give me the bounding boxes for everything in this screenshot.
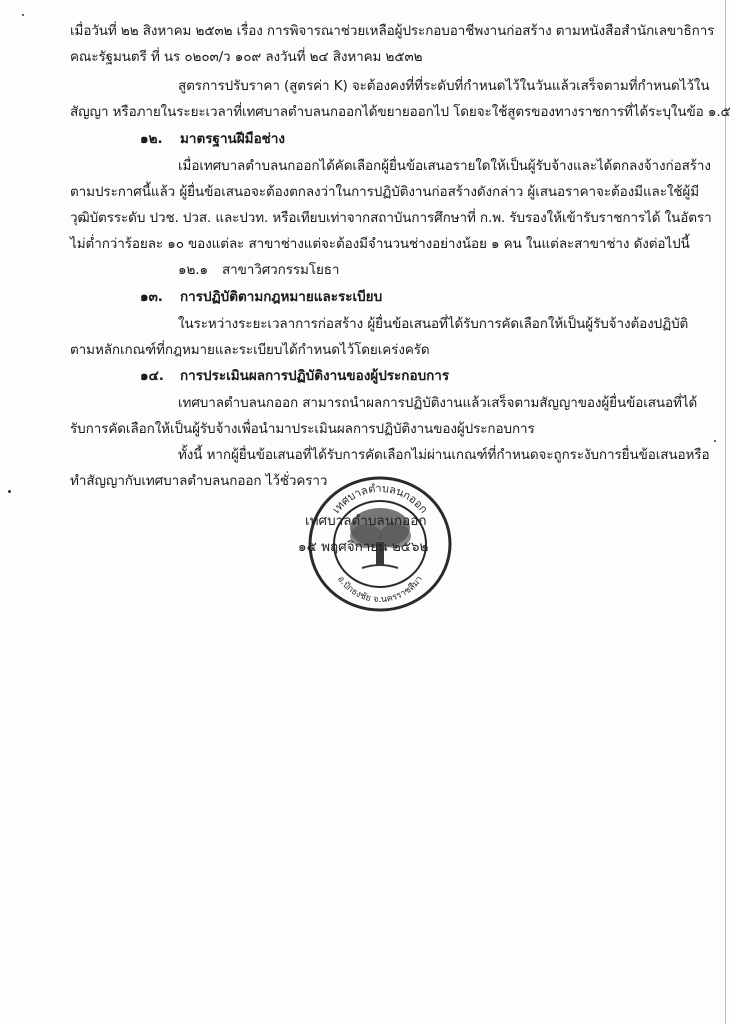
section-12-title: มาตรฐานฝีมือช่าง	[180, 131, 286, 147]
section-14-number: ๑๔.	[140, 368, 164, 384]
scan-edge-line	[725, 0, 726, 1024]
section-12-line-4: ไม่ต่ำกว่าร้อยละ ๑๐ ของแต่ละ สาขาช่างแต่จะต้องมีจำนวนช่างอย่างน้อย ๑ คน ในแต่ละสาขาช่าง ดังต่อไปนี้	[70, 236, 690, 252]
seal-bottom-text: อ.ปักธงชัย จ.นครราชสีมา	[335, 574, 425, 606]
section-13-title: การปฏิบัติตามกฎหมายและระเบียบ	[180, 289, 383, 305]
para-k-line-2: สัญญา หรือภายในระยะเวลาที่เทศบาลตำบลนกออกได้ขยายออกไป โดยจะใช้สูตรของทางราชการที่ได้ระบุในข้อ ๑.๕	[70, 104, 731, 120]
section-14-line-4: ทำสัญญากับเทศบาลตำบลนกออก ไว้ชั่วคราว	[70, 473, 328, 489]
section-14-title: การประเมินผลการปฏิบัติงานของผู้ประกอบการ	[180, 368, 450, 384]
para-k-line-1: สูตรการปรับราคา (สูตรค่า K) จะต้องคงที่ที่ระดับที่กำหนดไว้ในวันแล้วเสร็จตามที่กำหนดไว้ใน	[178, 78, 710, 94]
seal-top-text: เทศบาลตำบลนกออก	[329, 481, 431, 516]
section-13-line-2: ตามหลักเกณฑ์ที่กฎหมายและระเบียบได้กำหนดไว้โดยเคร่งครัด	[70, 342, 430, 358]
section-12-number: ๑๒.	[140, 131, 163, 147]
scan-speck	[22, 14, 24, 16]
section-13-heading	[140, 288, 382, 306]
signature-org: เทศบาลตำบลนกออก	[305, 513, 427, 529]
section-12-subitem	[178, 261, 339, 279]
section-14-line-1: เทศบาลตำบลนกออก สามารถนำผลการปฏิบัติงานแล้วเสร็จตามสัญญาของผู้ยื่นข้อเสนอที่ได้	[178, 395, 698, 411]
section-12-line-3: วุฒิบัตรระดับ ปวช. ปวส. และปวท. หรือเทียบเท่าจากสถาบันการศึกษาที่ ก.พ. รับรองให้เข้ารับราชการได้ ในอัตรา	[70, 210, 712, 226]
section-13-line-1: ในระหว่างระยะเวลาการก่อสร้าง ผู้ยื่นข้อเสนอที่ได้รับการคัดเลือกให้เป็นผู้รับจ้างต้องปฏิบัติ	[178, 316, 689, 332]
section-12-line-2: ตามประกาศนี้แล้ว ผู้ยื่นข้อเสนอจะต้องตกลงว่าในการปฏิบัติงานก่อสร้างดังกล่าว ผู้เสนอราคาจะต้องมีและใช้ผู้มี	[70, 184, 700, 200]
section-12-heading	[140, 130, 285, 148]
section-14-line-2: รับการคัดเลือกให้เป็นผู้รับจ้างเพื่อนำมาประเมินผลการปฏิบัติงานของผู้ประกอบการ	[70, 421, 535, 437]
para-top-line-1: เมื่อวันที่ ๒๒ สิงหาคม ๒๕๓๒ เรื่อง การพิจารณาช่วยเหลือผู้ประกอบอาชีพงานก่อสร้าง ตามหนังสือสำนักเลขาธิการ	[70, 23, 715, 39]
section-14-line-3: ทั้งนี้ หากผู้ยื่นข้อเสนอที่ได้รับการคัดเลือกไม่ผ่านเกณฑ์ที่กำหนดจะถูกระงับการยื่นข้อเสนอหรือ	[178, 447, 710, 463]
section-14-heading	[140, 367, 449, 385]
scan-speck	[8, 490, 11, 493]
section-12-sub-number: ๑๒.๑	[178, 262, 208, 278]
signature-date: ๑๕ พฤศจิกายน ๒๕๖๒	[298, 539, 429, 555]
para-top-line-2: คณะรัฐมนตรี ที่ นร ๐๒๐๓/ว ๑๐๙ ลงวันที่ ๒๔ สิงหาคม ๒๕๓๒	[70, 49, 423, 65]
section-12-sub-text: สาขาวิศวกรรมโยธา	[222, 262, 340, 278]
section-12-line-1: เมื่อเทศบาลตำบลนกออกได้คัดเลือกผู้ยื่นข้อเสนอรายใดให้เป็นผู้รับจ้างและได้ตกลงจ้างก่อสร้าง	[178, 158, 711, 174]
section-13-number: ๑๓.	[140, 289, 163, 305]
scan-speck	[714, 440, 716, 442]
